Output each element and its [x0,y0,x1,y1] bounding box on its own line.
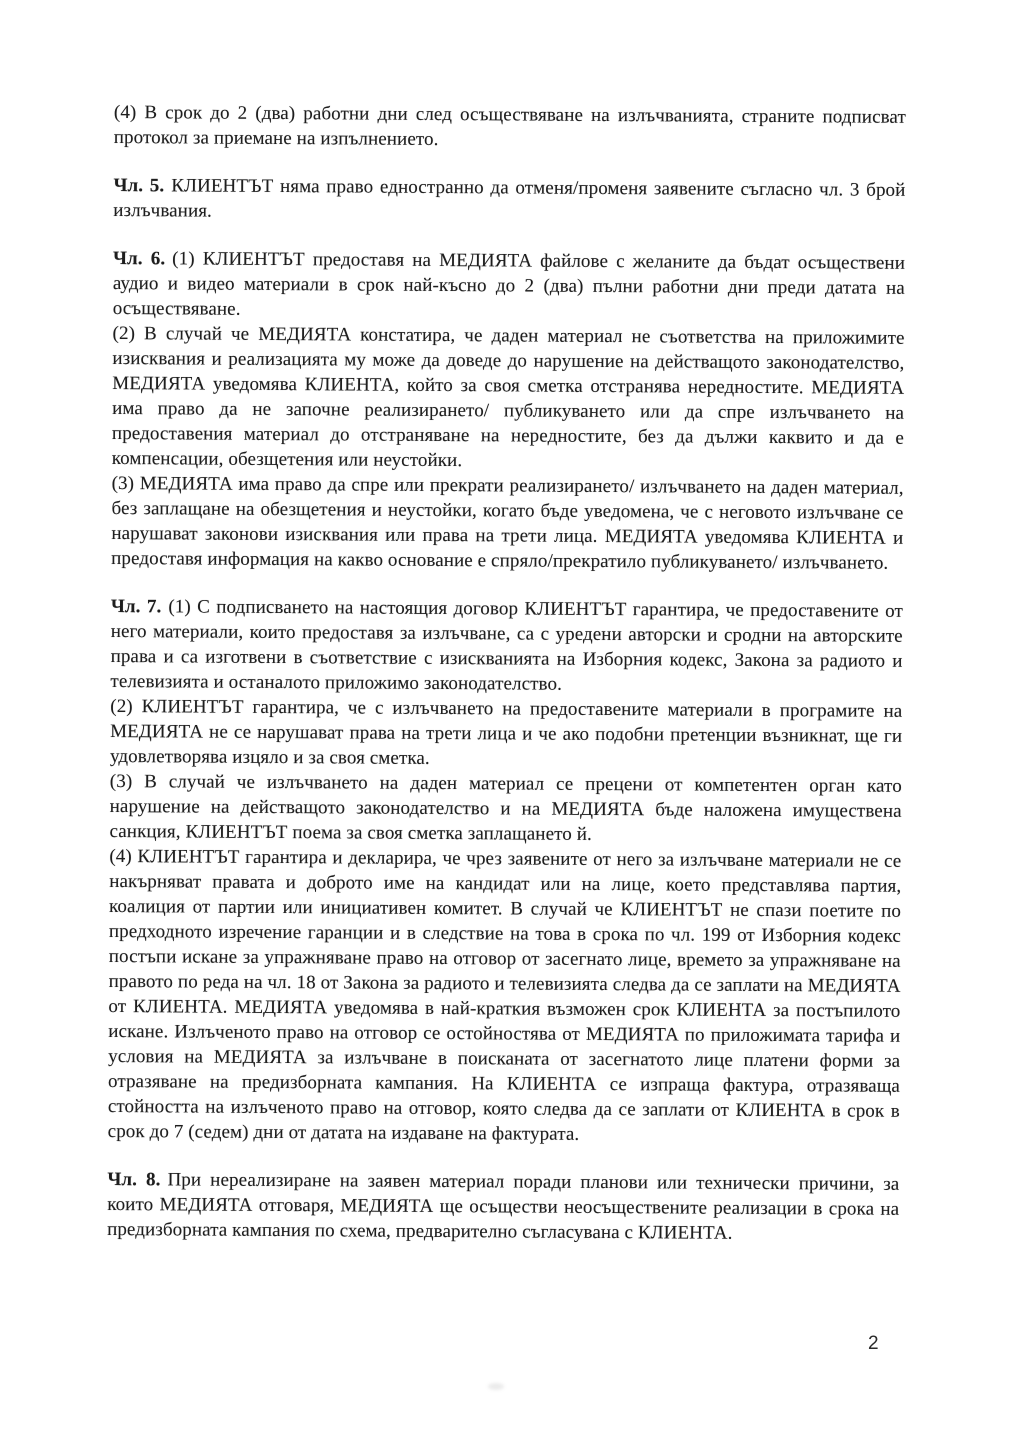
article-6 [111,246,905,576]
article-8-number: Чл. 8. [107,1168,161,1191]
article-5-text: КЛИЕНТЪТ няма право едностранно да отменя/променя заявените съгласно чл. 3 брой излъчвания. [113,175,906,222]
article-6-item-3: (3) МЕДИЯТА има право да спре или прекрати реализирането/ излъчването на даден материал, без заплащане на обезщетения и неустойки, когато бъде уведомена, че с неговото излъчване се нарушават законови изисквания или права на трети лица. МЕДИЯТА уведомява КЛИЕНТА и предоставя информация на какво основание е спряло/прекратило публикуването/ излъчването. [111,472,904,574]
paragraph [110,594,903,699]
paragraph [113,246,905,326]
scan-smudge-artifact [488,1383,504,1390]
article-6-item-1: (1) КЛИЕНТЪТ предоставя на МЕДИЯТА файлове с желаните да бъдат осъществени аудио и видео материали в срок най-късно до 2 (два) пълни работни дни преди датата на осъществяване. [112,248,906,320]
article-7-number: Чл. 7. [110,595,162,618]
paragraph [113,173,905,228]
article-5-number: Чл. 5. [113,174,165,197]
clause-4-continuation [114,100,906,155]
article-7-item-1: (1) С подписването на настоящия договор КЛИЕНТЪТ гарантира, че предоставените от него материали, които предоставя за излъчване, са с уредени авторски и сродни на авторските права и са изготвени в съответствие с изискванията на Изборния кодекс, Закона за радиото и телевизията и останалото приложимо законодателство. [110,596,903,695]
paragraph: (4) В срок до 2 (два) работни дни след осъществяване на излъчванията, страните подписват протокол за приемане на изпълнението. [113,101,906,150]
page-content [107,100,906,1247]
article-6-number: Чл. 6. [112,247,166,270]
article-7-item-3: (3) В случай че излъчването на даден материал се прецени от компетентен орган като нарушение на действащото законодателство и на МЕДИЯТА бъде наложена имуществена санкция, КЛИЕНТЪТ поема за своя сметка заплащането й. [109,770,902,845]
article-6-item-2: (2) В случай че МЕДИЯТА констатира, че даден материал не съответства на приложимите изисквания и реализацията му може да доведе до нарушение на действащото законодателство, МЕДИЯТА уведомява КЛИЕНТА, който за своя сметка отстранява нередностите. МЕДИЯТА има право да не започне реализирането/ публикуването или да спре излъчването на предоставения материал до отстраняване на нередностите, без да дължи каквито и да е компенсации, обезщетения или неустойки. [111,322,905,472]
article-7-item-4: (4) КЛИЕНТЪТ гарантира и декларира, че чрез заявените от него за излъчване материали не се накърняват правата и доброто име на кандидат или на лице, което представлява партия, коалиция от партии или инициативен комитет. В случай че КЛИЕНТЪТ не спази поетите по предходното изречение гаранции и в следствие на това в срока по чл. 199 от Изборния кодекс постъпи искане за упражняване право на отговор от засегнато лице, времето за упражняване на правото по реда на чл. 18 от Закона за радиото и телевизията следва да се заплати на МЕДИЯТА от КЛИЕНТА. МЕДИЯТА уведомява в най-краткия възможен срок КЛИЕНТА за постъпилото искане. Излъченото право на отговор се остойностява от МЕДИЯТА по приложимата тарифа и условия на МЕДИЯТА за излъчване в поисканата от засегнатото лице платени форми за отразяване на предизборната кампания. На КЛИЕНТА се изпраща фактура, отразяваща стойността на излъченото право на отговор, която следва да се заплати от КЛИЕНТА в срок в срок до 7 (седем) дни от датата на издаване на фактурата. [107,845,902,1145]
article-7 [108,594,903,1149]
article-5 [113,173,905,228]
article-8-text: При нереализиране на заявен материал поради планови или технически причини, за които МЕДИЯТА отговаря, МЕДИЯТА ще осъществи неосъществените реализации в срока на предизборната кампания по схема, предварително съгласувана с КЛИЕНТА. [107,1169,900,1244]
paragraph [107,1167,899,1247]
article-7-item-2: (2) КЛИЕНТЪТ гарантира, че с излъчването на предоставените материали в програмите на МЕДИЯТА не се нарушават права на трети лица и че ако подобни претенции възникнат, ще ги удовлетворява изцяло и за своя сметка. [109,695,903,769]
page-number: 2 [868,1333,879,1354]
article-8 [107,1167,899,1247]
